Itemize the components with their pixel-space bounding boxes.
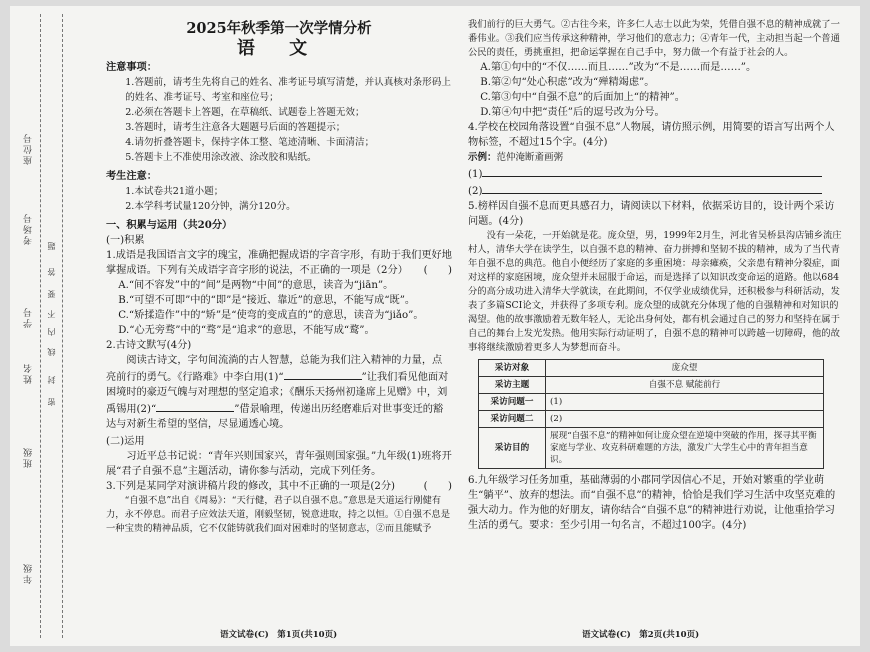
question-4-example: 示例：范仲淹断齑画粥	[468, 152, 564, 163]
exam-title: 2025年秋季第一次学情分析	[186, 20, 372, 37]
notice-item: 4.请勿折叠答题卡，保持字体工整、笔迹清晰、卡面清洁；	[125, 137, 375, 148]
answer-paren: ( )	[423, 481, 452, 492]
label-student-no: 学号	[24, 306, 34, 328]
fill-blank-1[interactable]	[284, 368, 362, 380]
question-1-stem: 1.成语是我国语言文字的瑰宝，准确把握成语的字音字形，有助于我们更好地掌握成语。下列有关成语字音字形的说法，不正确的一项是（2分） ( )	[106, 250, 452, 276]
table-value[interactable]: (2)	[546, 411, 824, 428]
interview-table	[478, 359, 824, 469]
question-2-stem: 2.古诗文默写(4分)	[106, 340, 192, 351]
seal-char: 题	[47, 242, 56, 250]
section-heading: 一、积累与运用（共20分）	[106, 219, 233, 231]
attention-item: 1.本试卷共21道小题；	[125, 186, 224, 197]
seal-char: 密	[47, 398, 56, 406]
seal-char: 封	[47, 376, 56, 384]
answer-blank[interactable]	[482, 165, 822, 177]
table-key: 采访目的	[479, 428, 546, 469]
seal-line	[40, 14, 41, 638]
notice-item: 3.答题时，请考生注意各大题题号后面的答题提示；	[125, 122, 346, 133]
page-1-column	[106, 18, 452, 536]
seal-char: 不	[47, 310, 56, 318]
answer-line-1[interactable]: (1)	[468, 165, 843, 182]
attention-item: 2.本学科考试量120分钟，满分120分。	[125, 201, 296, 212]
question-3-option: D.第④句中把“责任”后的逗号改为分号。	[480, 107, 665, 118]
table-value[interactable]: (1)	[546, 394, 824, 411]
answer-paren: ( )	[423, 265, 452, 276]
notice-item: 5.答题卡上不准使用涂改液、涂改胶和贴纸。	[125, 152, 317, 163]
answer-blank[interactable]	[482, 182, 822, 194]
subsection-heading: (二)运用	[106, 436, 145, 447]
question-6-stem: 6.九年级学习任务加重，基础薄弱的小郡同学因信心不足，开始对繁重的学业萌生“躺平”、放弃的想法。而“自强不息”的精神，恰恰是我们学习生活中攻坚克难的强大动力。作为他的好朋友，请你结合“自强不息”的精神进行劝说，让他重拾学习生活的勇气。要求：至少引用一句名言，不超过100字。(4分)	[468, 475, 836, 531]
page-footer-1: 语文试卷(C) 第1页(共10页)	[220, 630, 338, 640]
attention-heading: 考生注意：	[106, 170, 157, 182]
table-row	[479, 360, 824, 377]
page-2-column	[468, 18, 843, 533]
notice-heading: 注意事项：	[106, 61, 157, 73]
seal-char: 线	[47, 348, 56, 356]
answer-line-2[interactable]: (2)	[468, 182, 843, 199]
table-value: 自强不息 赋能前行	[546, 377, 824, 394]
question-3-option: A.第①句中的“不仅……而且……”改为“不是……而是……”。	[480, 62, 757, 73]
label-seat-no: 座位号	[24, 132, 34, 165]
question-5-stem: 5.榜样因自强不息而更具感召力，请阅读以下材料，依据采访目的，设计两个采访问题。(4分)	[468, 201, 835, 227]
question-1-option: D.“心无旁骛”中的“骛”是“追求”的意思，不能写成“鹜”。	[118, 325, 375, 336]
table-key: 采访问题二	[479, 411, 546, 428]
fill-blank-2[interactable]	[156, 400, 234, 412]
table-row	[479, 411, 824, 428]
table-row	[479, 394, 824, 411]
subsection-heading: (一)积累	[106, 235, 145, 246]
page-footer-2: 语文试卷(C) 第2页(共10页)	[582, 630, 700, 640]
seal-char: 要	[47, 290, 56, 298]
label-grade: 年级	[24, 562, 34, 584]
activity-intro: 习近平总书记说：“青年兴则国家兴，青年强则国家强。”九年级(1)班将开展“君子自强不息”主题活动，请你参与活动，完成下列任务。	[106, 451, 452, 477]
speech-passage-cont: 我们前行的巨大勇气。②古往今来，许多仁人志士以此为荣，凭借自强不息的精神成就了一番伟业。③我们应当传承这种精神，学习他们的意志力；④青年一代，主动担当起一个普通公民的责任，勇挑重担，把命运掌握在自己手中，努力做一个有益于社会的人。	[468, 19, 840, 58]
binding-strip	[10, 6, 74, 646]
table-key: 采访问题一	[479, 394, 546, 411]
question-3-option: C.第③句中“自强不息”的后面加上“的精神”。	[480, 92, 685, 103]
question-4-stem: 4.学校在校园角落设置“自强不息”人物展，请仿照示例，用简要的语言写出两个人物标签，不超过15个字。(4分)	[468, 122, 835, 148]
notice-item: 1.答题前，请考生先将自己的姓名、准考证号填写清楚，并认真核对条形码上的姓名、准考证号、考室和座位号；	[125, 77, 451, 103]
question-3-option: B.第②句“处心积虑”改为“殚精竭虑”。	[480, 77, 655, 88]
seal-char: 内	[47, 328, 56, 336]
question-2-body: 阅读古诗文，字句间流淌的古人智慧，总能为我们注入精神的力量，点亮前行的勇气。《行路难》中李白用(1)“ ”让我们看见他面对困境时的豪迈气魄与对理想的坚定追求；《酬乐天扬州初逢席上见赠》中，刘禹锡用(2)“ ”借景喻理，传递出历经磨难后对世事变迁的豁达与对新生希望的坚信，尽显通透心境。	[106, 355, 449, 430]
table-row	[479, 377, 824, 394]
table-key: 采访主题	[479, 377, 546, 394]
exam-sheet	[10, 6, 860, 646]
speech-passage: “自强不息”出自《周易》：“天行健，君子以自强不息。”意思是天道运行刚健有力，永不停息。而君子应效法天道，刚毅坚韧，锐意进取，持之以恒。①自强不息是一种宝贵的精神品质，它不仅能铸就我们面对困难时的坚韧意志，②而且能赋予	[106, 495, 450, 534]
table-value: 庞众望	[546, 360, 824, 377]
table-key: 采访对象	[479, 360, 546, 377]
notice-item: 2.必须在答题卡上答题，在草稿纸、试题卷上答题无效；	[125, 107, 365, 118]
table-value: 展现“自强不息”的精神如何让庞众望在逆境中突破的作用，探寻其平衡家庭与学业、攻克科研难题的方法，激发广大学生心中的青年担当意识。	[546, 428, 824, 469]
question-1-option: C.“矫揉造作”中的“矫”是“使弯的变成直的”的意思，读音为“jiǎo”。	[118, 310, 424, 321]
table-row	[479, 428, 824, 469]
subject-title: 语 文	[236, 38, 322, 59]
label-name: 姓名	[24, 362, 34, 384]
label-class: 班级	[24, 446, 34, 468]
seal-char: 答	[47, 268, 56, 276]
material-passage: 没有一朵花，一开始就是花。庞众望，男，1999年2月生，河北省吴桥县沟店铺乡流庄村人，清华大学在读学生，以自强不息的精神、奋力拼搏和坚韧不拔的精神，成为了当代青年自强不息的典范。他自小便经历了家庭的多重困境：母亲瘫痪，父亲患有精神分裂症，面对这样的家庭困境，庞众望并未屈服于命运，而是选择了以知识改变命运的道路。他以684分的高分成功进入清华大学就读，在此期间，不仅学业成绩优异，还积极参与科研活动，发表了多篇SCI论文，并获得了多项专利。庞众望的成就充分体现了他的自强精神和对知识的渴望。他的故事激励着无数年轻人，无论出身何处，都有机会通过自己的努力和坚持在属于自己的舞台上发光发热。他用实际行动证明了，自强不息的精神可以跨越一切障碍，他的故事将继续激励着更多人为梦想而奋斗。	[468, 230, 842, 353]
question-3-stem: 3.下列是某同学对演讲稿片段的修改，其中不正确的一项是(2分) ( )	[106, 481, 452, 492]
question-1-option: A.“间不容发”中的“间”是两物“中间”的意思，读音为“jiān”。	[118, 280, 394, 291]
label-room-no: 考场号	[24, 212, 34, 245]
seal-line-inner	[62, 14, 63, 638]
question-1-option: B.“可望不可即”中的“即”是“接近、靠近”的意思，不能写成“既”。	[118, 295, 416, 306]
